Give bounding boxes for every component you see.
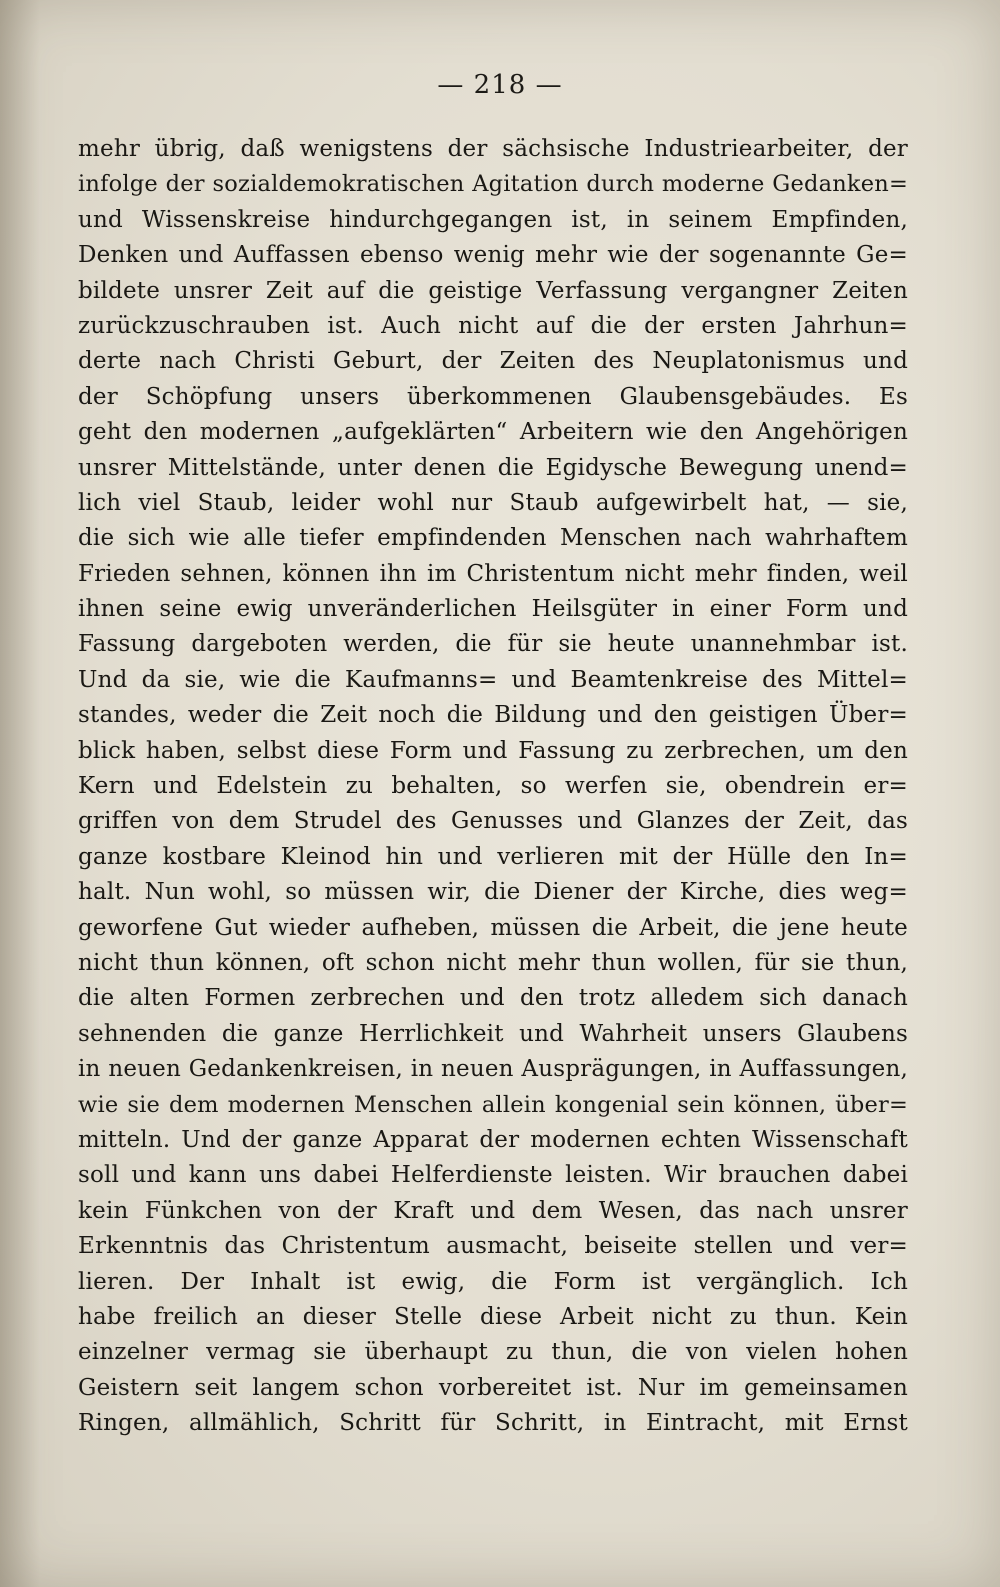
text-line: die sich wie alle tiefer empfindenden Menschen nach wahrhaftem — [78, 525, 908, 552]
text-line: griffen von dem Strudel des Genusses und Glanzes der Zeit, das — [78, 808, 908, 835]
text-line: Kern und Edelstein zu behalten, so werfen sie, obendrein er= — [78, 773, 908, 800]
text-line: standes, weder die Zeit noch die Bildung und den geistigen Über= — [78, 702, 908, 729]
text-line: geht den modernen „aufgeklärten“ Arbeitern wie den Angehörigen — [78, 419, 908, 446]
spine-shadow — [0, 0, 40, 1587]
text-line: unsrer Mittelstände, unter denen die Egidysche Bewegung unend= — [78, 454, 908, 481]
page-number: — 218 — — [437, 70, 563, 100]
text-line: sehnenden die ganze Herrlichkeit und Wahrheit unsers Glaubens — [78, 1020, 908, 1047]
text-line: Und da sie, wie die Kaufmanns= und Beamtenkreise des Mittel= — [78, 666, 908, 693]
text-line: mehr übrig, daß wenigstens der sächsische Industriearbeiter, der — [78, 136, 908, 162]
text-line: Denken und Auffassen ebenso wenig mehr wie der sogenannte Ge= — [78, 242, 908, 269]
text-line: zurückzuschrauben ist. Auch nicht auf die der ersten Jahrhun= — [78, 312, 908, 339]
text-line: Fassung dargeboten werden, die für sie heute unannehmbar ist. — [78, 631, 908, 658]
text-line: Erkenntnis das Christentum ausmacht, beiseite stellen und ver= — [78, 1233, 908, 1260]
text-line: mitteln. Und der ganze Apparat der modernen echten Wissenschaft — [78, 1126, 908, 1153]
text-line: lich viel Staub, leider wohl nur Staub aufgewirbelt hat, — sie, — [78, 489, 908, 516]
text-line: halt. Nun wohl, so müssen wir, die Diener der Kirche, dies weg= — [78, 879, 908, 906]
text-line: derte nach Christi Geburt, der Zeiten des Neuplatonismus und — [78, 348, 908, 375]
text-line: nicht thun können, oft schon nicht mehr thun wollen, für sie thun, — [78, 949, 908, 976]
text-line: Ringen, allmählich, Schritt für Schritt, in Eintracht, mit Ernst — [78, 1410, 908, 1437]
text-line: und Wissenskreise hindurchgegangen ist, in seinem Empfinden, — [78, 206, 908, 233]
text-line: soll und kann uns dabei Helferdienste leisten. Wir brauchen dabei — [78, 1162, 908, 1189]
text-line: infolge der sozialdemokratischen Agitation durch moderne Gedanken= — [78, 171, 908, 198]
text-line: einzelner vermag sie überhaupt zu thun, die von vielen hohen — [78, 1339, 908, 1366]
text-line: kein Fünkchen von der Kraft und dem Wesen, das nach unsrer — [78, 1197, 908, 1224]
text-line: bildete unsrer Zeit auf die geistige Verfassung vergangner Zeiten — [78, 277, 908, 304]
text-line: der Schöpfung unsers überkommenen Glaubensgebäudes. Es — [78, 383, 908, 410]
body-text — [78, 132, 908, 1441]
text-line: Frieden sehnen, können ihn im Christentum nicht mehr finden, weil — [78, 560, 908, 587]
text-line: blick haben, selbst diese Form und Fassung zu zerbrechen, um den — [78, 737, 908, 764]
text-line: Geistern seit langem schon vorbereitet ist. Nur im gemeinsamen — [78, 1374, 908, 1401]
text-line: geworfene Gut wieder aufheben, müssen die Arbeit, die jene heute — [78, 914, 908, 941]
text-line: lieren. Der Inhalt ist ewig, die Form ist vergänglich. Ich — [78, 1268, 908, 1295]
text-line: ganze kostbare Kleinod hin und verlieren mit der Hülle den In= — [78, 843, 908, 870]
text-line: die alten Formen zerbrechen und den trotz alledem sich danach — [78, 985, 908, 1012]
text-line: wie sie dem modernen Menschen allein kongenial sein können, über= — [78, 1091, 908, 1118]
text-line: ihnen seine ewig unveränderlichen Heilsgüter in einer Form und — [78, 596, 908, 623]
text-line: habe freilich an dieser Stelle diese Arbeit nicht zu thun. Kein — [78, 1303, 908, 1330]
text-line: in neuen Gedankenkreisen, in neuen Ausprägungen, in Auffassungen, — [78, 1056, 908, 1083]
